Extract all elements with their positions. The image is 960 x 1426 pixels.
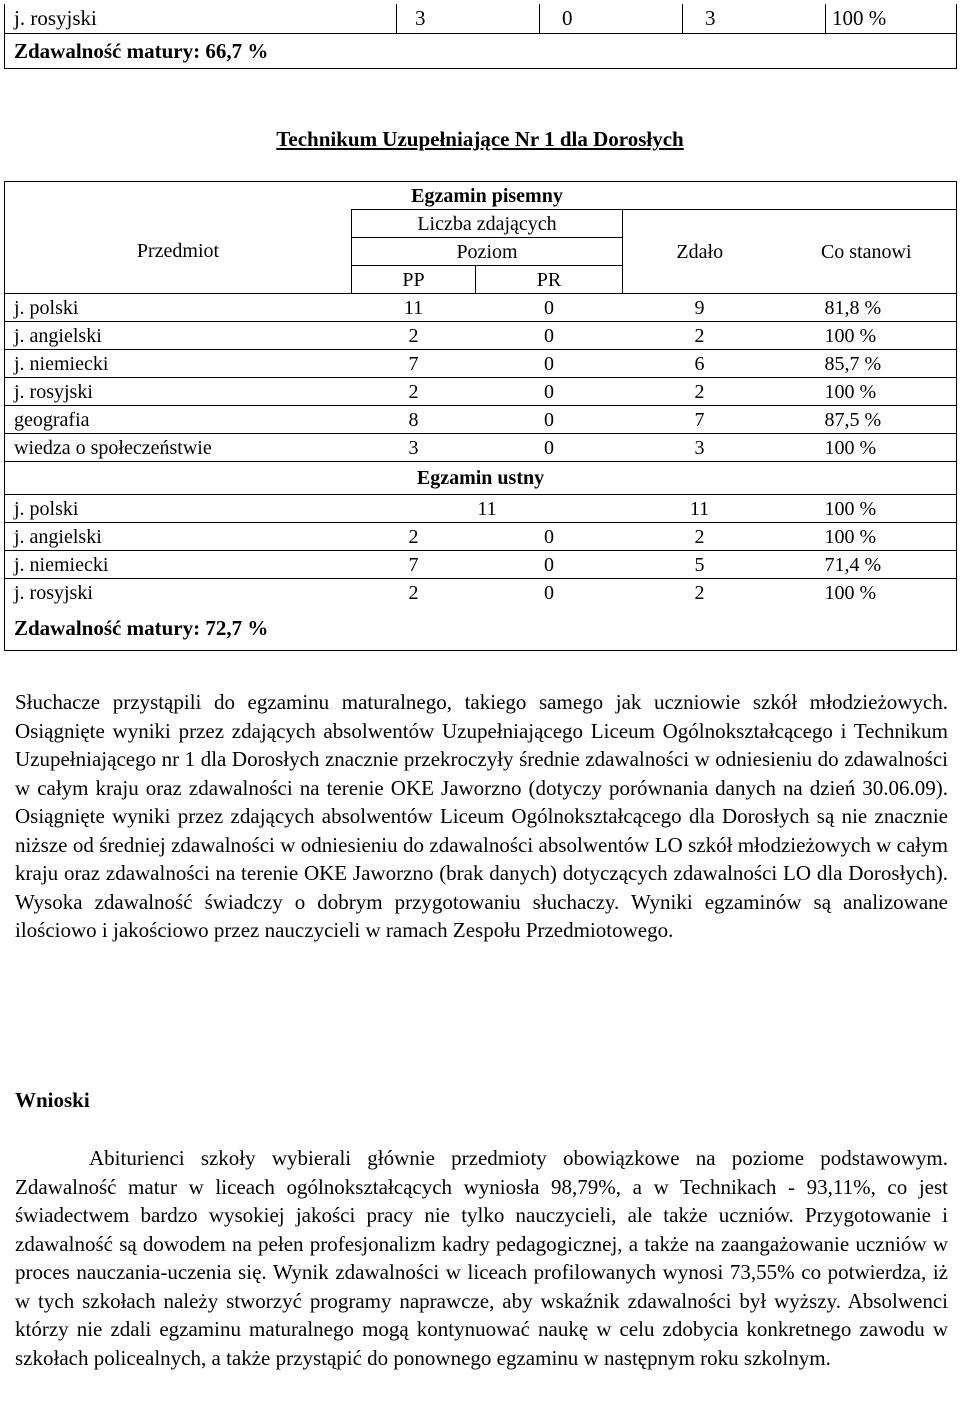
school-title: Technikum Uzupełniające Nr 1 dla Dorosłych [276,127,684,151]
value-cell: 3 [397,4,540,34]
subject-cell: j. angielski [5,322,352,350]
percent-cell: 100 % [777,523,957,551]
percent-cell: 100 % [777,579,957,607]
count-cell: 7 [352,551,476,579]
pr-cell: 0 [476,434,623,462]
subject-cell: j. niemiecki [5,350,352,378]
passed-cell: 2 [623,322,777,350]
pass-rate-summary: Zdawalność matury: 72,7 % [14,616,269,640]
pp-cell: 2 [352,378,476,406]
results-paragraph: Słuchacze przystąpili do egzaminu maturalnego, takiego samego jak uczniowie szkół młodzieżowych. Osiągnięte wyniki przez zdających absolwentów Uzupełniającego Liceum Ogólnokształcącego i Technikum Uzupełniającego nr 1 dla Dorosłych znacznie przekroczyły średnie zdawalności w odniesieniu do zdawalności w całym kraju oraz zdawalności na terenie OKE Jaworzno (dotyczy porównania danych na dzień 30.06.09). Osiągnięte wyniki przez zdających absolwentów Liceum Ogólnokształcącego dla Dorosłych są nie znacznie niższe od średniej zdawalności w odniesieniu do zdawalności absolwentów LO szkół młodzieżowych w całym kraju oraz zdawalności na terenie OKE Jaworzno (brak danych) dotyczących zdawalności LO dla Dorosłych). Wysoka zdawalność świadczy o dobrym przygotowaniu słuchaczy. Wyniki egzaminów są analizowane ilościowo i jakościowo przez nauczycieli w ramach Zespołu Przedmiotowego. [15,690,948,942]
written-exam-header: Egzamin pisemny [411,184,563,207]
passed-cell: 7 [623,406,777,434]
subject-cell: j. angielski [5,523,352,551]
mid-cell: 0 [476,579,623,607]
pr-cell: 0 [476,294,623,322]
subject-cell: j. niemiecki [5,551,352,579]
subject-header: Przedmiot [136,240,220,263]
table-row [5,434,957,462]
percent-header: Co stanowi [777,210,957,294]
table-row [5,350,957,378]
percent-cell: 85,7 % [777,350,957,378]
header-row [5,182,957,210]
passed-cell: 2 [623,378,777,406]
level-header: Poziom [352,238,623,266]
table-row [5,495,957,523]
pp-header: PP [352,266,476,294]
value-cell: 0 [540,4,683,34]
mid-cell: 0 [476,523,623,551]
subject-cell: geografia [5,406,352,434]
table-row [5,551,957,579]
subject-cell: j. polski [5,294,352,322]
exam-results-table [4,181,957,651]
percent-cell: 100 % [777,378,957,406]
pr-cell: 0 [476,350,623,378]
passed-cell: 6 [623,350,777,378]
count-cell: 2 [352,523,476,551]
mid-cell: 0 [476,551,623,579]
conclusions-heading: Wnioski [15,1088,90,1112]
oral-exam-header: Egzamin ustny [5,462,957,495]
subject-cell: j. rosyjski [5,4,397,34]
table-row [5,523,957,551]
passed-cell: 2 [623,523,777,551]
pr-cell: 0 [476,406,623,434]
previous-results-table [4,4,957,69]
percent-cell: 100 % [777,495,957,523]
pp-cell: 7 [352,350,476,378]
percent-cell: 87,5 % [777,406,957,434]
table-row [5,406,957,434]
pass-rate-summary: Zdawalność matury: 66,7 % [5,34,957,69]
pp-cell: 2 [352,322,476,350]
percent-cell: 100 % [826,4,957,34]
passed-cell: 11 [623,495,777,523]
passed-header: Zdało [623,210,777,294]
count-cell: 2 [352,579,476,607]
subject-cell: j. rosyjski [5,579,352,607]
count-header: Liczba zdających [352,210,623,238]
value-cell: 3 [683,4,826,34]
passed-cell: 2 [623,579,777,607]
summary-row [5,606,957,651]
passed-cell: 5 [623,551,777,579]
table-row [5,294,957,322]
pp-cell: 11 [352,294,476,322]
pp-cell: 3 [352,434,476,462]
header-row [5,210,957,238]
pr-cell: 0 [476,322,623,350]
subject-cell: j. rosyjski [5,378,352,406]
subject-cell: j. polski [5,495,352,523]
subject-cell: wiedza o społeczeństwie [5,434,352,462]
pr-header: PR [476,266,623,294]
table-row [5,378,957,406]
count-cell: 11 [352,495,623,523]
percent-cell: 81,8 % [777,294,957,322]
passed-cell: 3 [623,434,777,462]
header-row [5,462,957,495]
pr-cell: 0 [476,378,623,406]
percent-cell: 71,4 % [777,551,957,579]
conclusions-paragraph: Abiturienci szkoły wybierali głównie przedmioty obowiązkowe na poziome podstawowym. Zdawalność matur w liceach ogólnokształcących wyniosła 98,79%, a w Technikach - 93,11%, co jest świadectwem bardzo wysokiej jakości pracy nie tylko nauczycieli, ale także uczniów. Przygotowanie i zdawalność są dowodem na pełen profesjonalizm kadry pedagogicznej, a także na zaangażowanie uczniów w proces nauczania-uczenia się. Wynik zdawalności w liceach profilowanych wynosi 73,55% co potwierdza, iż w tych szkołach należy stworzyć programy naprawcze, aby wskaźnik zdawalności był wyższy. Absolwenci którzy nie zdali egzaminu maturalnego mogą kontynuować naukę w celu zdobycia konkretnego zawodu w szkołach policealnych, a także przystąpić do ponownego egzaminu w następnym roku szkolnym. [15,1146,948,1370]
pp-cell: 8 [352,406,476,434]
percent-cell: 100 % [777,434,957,462]
passed-cell: 9 [623,294,777,322]
summary-row [5,34,957,69]
table-row [5,322,957,350]
table-row [5,4,957,34]
table-row [5,579,957,607]
percent-cell: 100 % [777,322,957,350]
